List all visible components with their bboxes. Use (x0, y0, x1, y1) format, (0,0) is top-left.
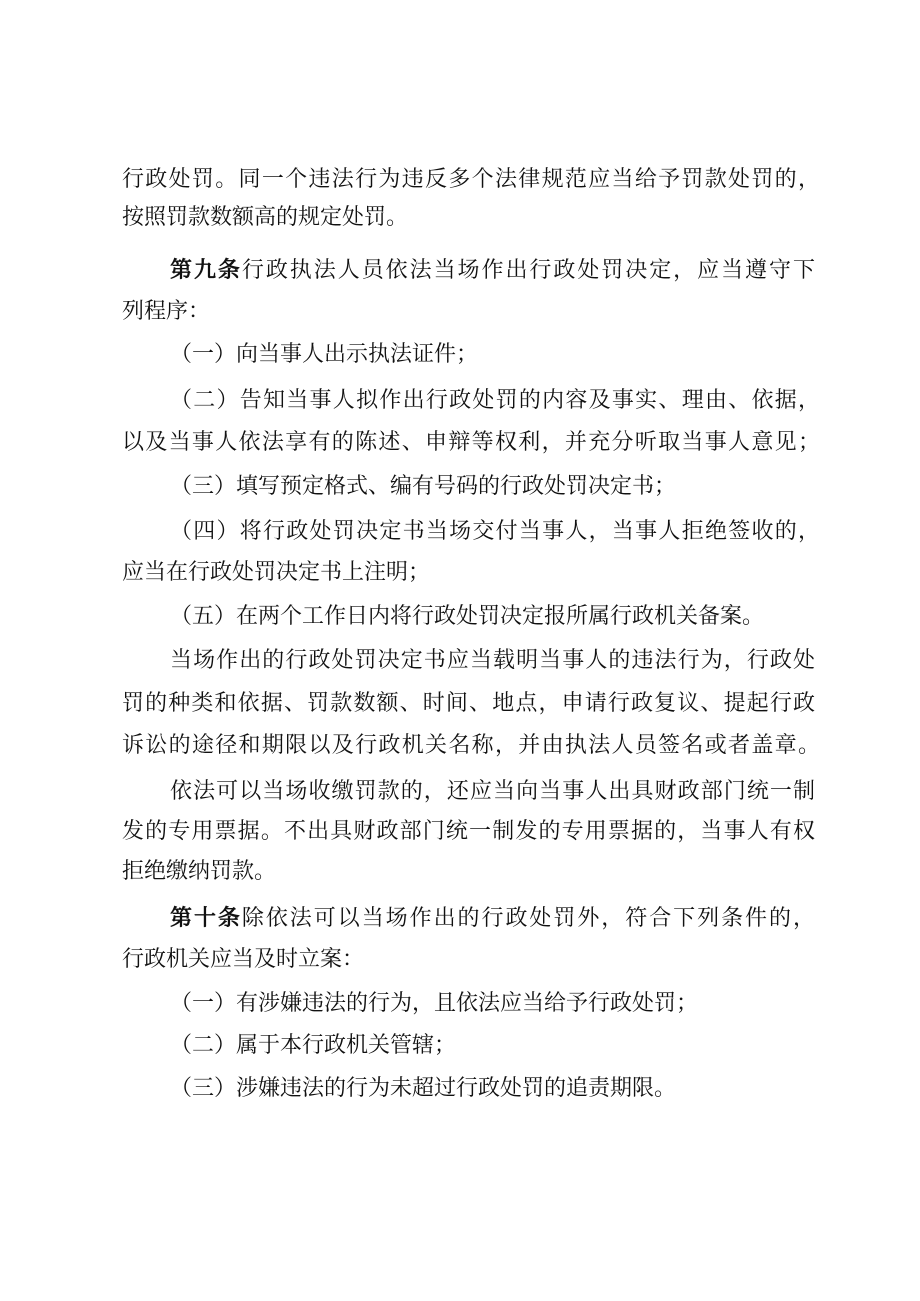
list-item: （三）涉嫌违法的行为未超过行政处罚的追责期限。 (170, 1076, 677, 1101)
article-10-heading: 第十条 (170, 906, 242, 931)
text-line: 当场作出的行政处罚决定书应当载明当事人的违法行为，行政处 (170, 648, 815, 673)
text-line: 列程序： (122, 299, 211, 324)
article-10-line (170, 904, 815, 934)
text-line: 依法可以当场收缴罚款的，还应当向当事人出具财政部门统一制 (170, 779, 815, 804)
list-item: （三）填写预定格式、编有号码的行政处罚决定书； (170, 474, 677, 499)
article-9-line (170, 256, 815, 286)
list-item: （四）将行政处罚决定书当场交付当事人，当事人拒绝签收的， (170, 519, 820, 544)
text-span: 行政执法人员依法当场作出行政处罚决定，应当遵守下 (241, 258, 815, 283)
list-item: （一）有涉嫌违法的行为，且依法应当给予行政处罚； (170, 991, 699, 1016)
list-item: （五）在两个工作日内将行政处罚决定报所属行政机关备案。 (170, 604, 765, 629)
list-item: （二）告知当事人拟作出行政处罚的内容及事实、理由、依据， (170, 388, 820, 413)
text-line: 应当在行政处罚决定书上注明； (122, 560, 431, 585)
text-line: 按照罚款数额高的规定处罚。 (122, 205, 409, 230)
text-line: 拒绝缴纳罚款。 (122, 859, 277, 884)
list-item: （二）属于本行政机关管辖； (170, 1033, 457, 1058)
text-line: 行政机关应当及时立案： (122, 947, 365, 972)
article-9-heading: 第九条 (170, 258, 242, 283)
list-item: （一）向当事人出示执法证件； (170, 342, 479, 367)
text-line: 行政处罚。同一个违法行为违反多个法律规范应当给予罚款处罚的， (122, 167, 820, 192)
text-line: 发的专用票据。不出具财政部门统一制发的专用票据的，当事人有权 (122, 819, 815, 844)
text-span: 除依法可以当场作出的行政处罚外，符合下列条件的， (241, 906, 815, 931)
text-line: 诉讼的途径和期限以及行政机关名称，并由执法人员签名或者盖章。 (122, 733, 820, 758)
text-line: 罚的种类和依据、罚款数额、时间、地点，申请行政复议、提起行政 (122, 691, 815, 716)
text-line: 以及当事人依法享有的陈述、申辩等权利，并充分听取当事人意见； (122, 430, 820, 455)
